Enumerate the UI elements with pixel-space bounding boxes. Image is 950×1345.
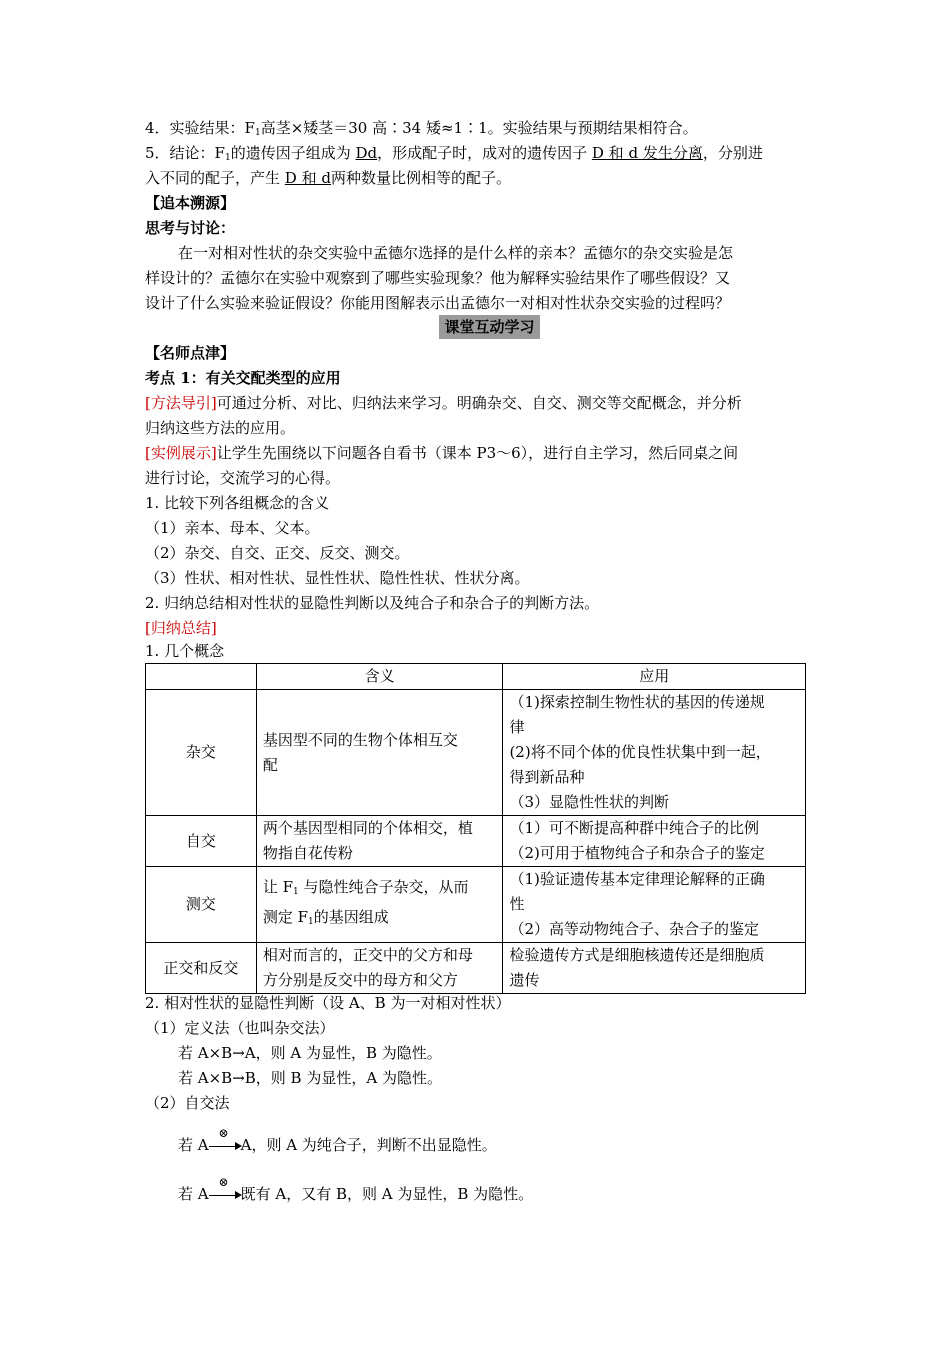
selfing-arrow-icon bbox=[209, 1126, 241, 1156]
table-row bbox=[146, 867, 806, 943]
text: ，分别进 bbox=[702, 144, 763, 162]
section-banner: 课堂互动学习 bbox=[439, 315, 540, 339]
think-line: 样设计的？孟德尔在实验中观察到了哪些实验现象？他为解释实验结果作了哪些假设？又 bbox=[145, 269, 731, 287]
summary-tag: [归纳总结] bbox=[145, 619, 217, 637]
text: 入不同的配子，产生 bbox=[145, 169, 285, 187]
table-row bbox=[146, 690, 806, 816]
result-line bbox=[145, 118, 698, 143]
cross-type: 正交和反交 bbox=[146, 943, 257, 994]
text: 测定 F bbox=[262, 907, 309, 926]
subscript: 1 bbox=[293, 886, 299, 897]
underlined-text: D 和 d bbox=[284, 169, 331, 187]
definition-line: 若 A×B→A，则 A 为显性，B 为隐性。 bbox=[178, 1044, 442, 1062]
question-2: 2. 归纳总结相对性状的显隐性判断以及纯合子和杂合子的判断方法。 bbox=[145, 594, 600, 612]
example-line bbox=[145, 443, 738, 463]
text: (2)将不同个体的优良性状集中到一起， bbox=[509, 743, 771, 761]
key-point-title: 考点 1：有关交配类型的应用 bbox=[145, 369, 341, 387]
text: 的遗传因子组成为 bbox=[230, 144, 356, 162]
trace-heading: 【追本溯源】 bbox=[145, 194, 236, 212]
text: A，则 A 为纯合子，判断不出显隐性。 bbox=[240, 1136, 497, 1154]
think-line: 在一对相对性状的杂交实验中孟德尔选择的是什么样的亲本？孟德尔的杂交实验是怎 bbox=[178, 244, 734, 262]
text: 5．结论：F bbox=[145, 144, 225, 162]
cross-type: 自交 bbox=[146, 816, 257, 867]
judge-title: 2. 相对性状的显隐性判断（设 A、B 为一对相对性状） bbox=[145, 994, 511, 1012]
subscript: 1 bbox=[254, 128, 261, 138]
text: 配 bbox=[262, 755, 278, 774]
application-cell bbox=[503, 690, 806, 816]
meaning-cell bbox=[256, 943, 503, 994]
application-cell bbox=[503, 867, 806, 943]
text: 的基因组成 bbox=[313, 907, 389, 926]
method-line bbox=[145, 393, 742, 413]
think-heading: 思考与讨论： bbox=[145, 219, 236, 237]
meaning-cell bbox=[256, 867, 503, 943]
text: 方分别是反交中的母方和父方 bbox=[262, 971, 458, 989]
table-row bbox=[146, 816, 806, 867]
question-1: 1. 比较下列各组概念的含义 bbox=[145, 494, 330, 512]
text: 物指自花传粉 bbox=[262, 844, 353, 862]
text: 相对而言的，正交中的父方和母 bbox=[262, 946, 473, 964]
text: 性 bbox=[509, 895, 525, 913]
definition-method: （1）定义法（也叫杂交法） bbox=[145, 1019, 335, 1037]
self-line bbox=[178, 1175, 534, 1205]
text: ，形成配子时，成对的遗传因子 bbox=[377, 144, 592, 162]
method-line-2: 归纳这些方法的应用。 bbox=[145, 419, 296, 437]
concepts-table bbox=[145, 663, 806, 994]
table-header: 应用 bbox=[503, 664, 806, 690]
conclusion-line bbox=[145, 143, 763, 168]
example-line-2: 进行讨论，交流学习的心得。 bbox=[145, 469, 341, 487]
table-header-row bbox=[146, 664, 806, 690]
text: 基因型不同的生物个体相互交 bbox=[262, 730, 458, 749]
text: 若 A bbox=[178, 1136, 209, 1154]
table-header bbox=[146, 664, 257, 690]
text: 遗传 bbox=[509, 971, 540, 989]
application-cell bbox=[503, 943, 806, 994]
table-header: 含义 bbox=[256, 664, 503, 690]
subscript: 1 bbox=[308, 916, 314, 927]
meaning-cell bbox=[256, 690, 503, 816]
text: （1)探索控制生物性状的基因的传递规 bbox=[509, 693, 765, 711]
application-cell bbox=[503, 816, 806, 867]
method-tag: [方法导引] bbox=[145, 394, 217, 412]
text: 让学生先围绕以下问题各自看书（课本 P3～6），进行自主学习，然后同桌之间 bbox=[216, 444, 739, 462]
teacher-heading: 【名师点津】 bbox=[145, 344, 236, 362]
text: 高茎×矮茎＝30 高∶34 矮≈1∶1。实验结果与预期结果相符合。 bbox=[260, 119, 698, 137]
question-1-item: （3）性状、相对性状、显性性状、隐性性状、性状分离。 bbox=[145, 569, 530, 587]
cross-type: 杂交 bbox=[146, 690, 257, 816]
table-row bbox=[146, 943, 806, 994]
selfing-symbol-icon: ⊗ bbox=[218, 1175, 229, 1189]
self-line bbox=[178, 1126, 497, 1156]
question-1-item: （2）杂交、自交、正交、反交、测交。 bbox=[145, 544, 410, 562]
cross-type: 测交 bbox=[146, 867, 257, 943]
text: 律 bbox=[509, 718, 525, 736]
text: （2)可用于植物纯合子和杂合子的鉴定 bbox=[509, 844, 765, 862]
concepts-title: 1. 几个概念 bbox=[145, 642, 225, 660]
text: （2）高等动物纯合子、杂合子的鉴定 bbox=[509, 920, 759, 938]
definition-line: 若 A×B→B，则 B 为显性，A 为隐性。 bbox=[178, 1069, 442, 1087]
text: （1)验证遗传基本定律理论解释的正确 bbox=[509, 870, 765, 888]
text: 与隐性纯合子杂交，从而 bbox=[298, 877, 469, 896]
underlined-text: D 和 d 发生分离 bbox=[591, 144, 703, 162]
question-1-item: （1）亲本、母本、父本。 bbox=[145, 519, 320, 537]
text: （3）显隐性性状的判断 bbox=[509, 793, 669, 811]
underlined-text: Dd bbox=[355, 144, 378, 162]
selfing-symbol-icon: ⊗ bbox=[218, 1126, 229, 1140]
text: 既有 A，又有 B，则 A 为显性，B 为隐性。 bbox=[240, 1185, 534, 1203]
text: 4．实验结果：F bbox=[145, 119, 255, 137]
text: 两种数量比例相等的配子。 bbox=[330, 169, 511, 187]
conclusion-line-2 bbox=[145, 168, 511, 188]
think-line: 设计了什么实验来验证假设？你能用图解表示出孟德尔一对相对性状杂交实验的过程吗？ bbox=[145, 294, 731, 312]
selfing-arrow-icon bbox=[209, 1175, 241, 1205]
text: 可通过分析、对比、归纳法来学习。明确杂交、自交、测交等交配概念，并分析 bbox=[216, 394, 742, 412]
self-method: （2）自交法 bbox=[145, 1094, 230, 1112]
text: 若 A bbox=[178, 1185, 209, 1203]
meaning-cell bbox=[256, 816, 503, 867]
text: （1）可不断提高种群中纯合子的比例 bbox=[509, 819, 759, 837]
subscript: 1 bbox=[224, 153, 231, 163]
text: 得到新品种 bbox=[509, 768, 585, 786]
text: 两个基因型相同的个体相交，植 bbox=[262, 819, 473, 837]
text: 让 F bbox=[262, 877, 294, 896]
text: 检验遗传方式是细胞核遗传还是细胞质 bbox=[509, 946, 765, 964]
example-tag: [实例展示] bbox=[145, 444, 217, 462]
